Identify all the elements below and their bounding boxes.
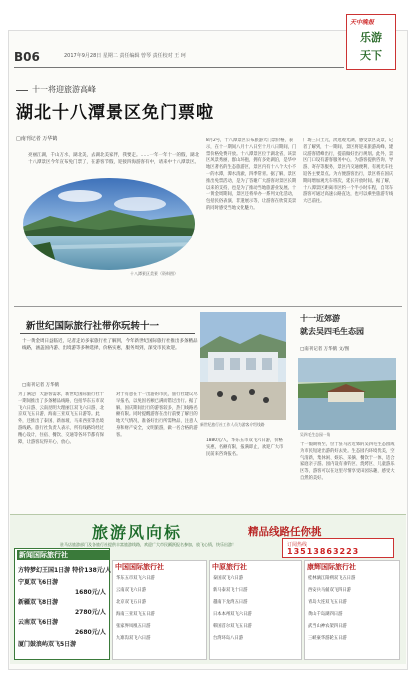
agency-card-title: 康辉国际旅行社: [307, 563, 356, 571]
eco-park-photo: [298, 358, 396, 430]
issue-meta: 2017年9月28日 星期二 责任编辑 曾琴 责任校对 王 珂: [64, 53, 186, 59]
story3-title-line1: 十一近郊游: [300, 314, 340, 323]
eco-park-caption: 吴四毛生态园一角: [300, 432, 331, 437]
story2-rule: [20, 333, 195, 334]
story2-column-a: 为了满足广大游客需求，新世纪国际旅行社十一期间推出了多条精品线路，包括华东五市双飞六日游、云南昆明大理丽江双飞六日游、北京双飞五日游、海南三亚双飞五日游等。此外，还推出了泰国、新加坡、马来西亚等出境游线路。旅行社负责人表示，所有线路均经过精心设计，住宿、餐饮、交通等各环节都有保障，让游客玩得开心、放心。: [18, 392, 104, 445]
section-logo: [346, 14, 396, 70]
route-price: 2780元/人: [75, 609, 106, 616]
route-item: 泰国双飞六日游: [213, 576, 244, 581]
section-name: 乐游: [360, 31, 382, 44]
story2-column-c: 1880元/人，华东五市双飞六日游，价格实惠，名额有限，报满即止，欢迎广大市民前来咨询报名。: [206, 438, 284, 457]
route-price: 2680元/人: [75, 629, 106, 636]
route-item: 北京双飞五日游: [116, 600, 147, 605]
advert-phone-box: [282, 538, 394, 558]
advert-tagline: 驻马店旅游部门及各旅行社提供丰富旅游线路，欢迎广大市民踊跃报名参加，放飞心情，快乐出游！: [60, 542, 236, 547]
route-item: 桂林漓江阳朔双飞五日游: [308, 576, 356, 581]
story2-byline: □南刊记者 万华鹤: [22, 383, 60, 388]
story3-title-line2: 就去吴四毛生态园: [300, 327, 364, 336]
route-item: 台湾环岛八日游: [213, 636, 244, 641]
route-item: 海南三亚双飞五日游: [116, 612, 155, 617]
story3-column: 十一假期将至，位于驻马店近郊的吴四毛生态园成为市民短途出游的好去处。生态园内环境优美，空气清新，集休闲、娱乐、采摘、餐饮于一体，适合家庭亲子游。园内设有垂钓区、烧烤区、儿童游乐区等，游客可以在这里尽情享受田园乐趣，感受大自然的美好。: [300, 442, 395, 481]
header-rule: [14, 67, 344, 68]
agency-card-title: 中国国际旅行社: [115, 563, 164, 571]
route-item: 韩国首尔双飞五日游: [213, 624, 252, 629]
route-item: 西安兵马俑双飞四日游: [308, 588, 351, 593]
subsection-name: 天下: [360, 49, 382, 62]
phone-number: 13513863223: [287, 547, 360, 556]
route-price: 1680元/人: [75, 589, 106, 596]
lake-photo: [20, 176, 198, 276]
agency-card-cits: [112, 560, 207, 660]
route-item: 越南下龙湾五日游: [213, 600, 248, 605]
lead-column-b: 广场三日土元，淡逛观光湖，感受景区美景，记者了解到，十一期间，景区将迎来旅游高峰，建议游客错峰出行，提前做好出行规划。此外，景区门口设有游客服务中心，为游客提供咨询、导游、寄存等服务，景区内交通便利，有观光车往返各主要景点。为方便游客出行，景区将在国庆期间增加观光车班次，延长开放时间。据了解，十八潭景区距离市区约一个半小时车程，自驾车游客可通过高速公路直达，也可以乘坐旅游专线大巴前往。: [303, 138, 394, 205]
lead-byline: □南刊记者 万华鹤: [16, 136, 58, 142]
advert-slogan: 精品线路任你挑: [248, 526, 322, 538]
story2-lead: 十一黄金周日益临近，记者走访多家旅行社了解到，今年新世纪国际旅行社推出多条精品线路，涵盖国内游、出境游等多种选择，价格实惠，服务周到，深受市民欢迎。: [22, 339, 198, 351]
route-item: 宁夏双飞6日游: [18, 579, 59, 586]
story2-title: 新世纪国际旅行社带你玩转十一: [26, 321, 160, 332]
agency-card-title: 新闻国际旅行社: [17, 550, 109, 560]
route-item: 厦门鼓浪屿双飞5日游: [18, 641, 77, 648]
route-item: 日本本州双飞六日游: [213, 612, 252, 617]
page-number: B06: [14, 50, 40, 64]
route-item: 方特梦幻王国1日游 特价138元/人: [18, 567, 111, 574]
lead-column-a: 8月2号，十八潭景区公布旅游大门票价格，表示，在十一期间八月十八日至十月八日期间，门票价格免费开放。十八潭景区位于湖北省，该景区风景秀丽，群山环抱，拥有多处湖泊，是华中地区著名的生态旅游区，景区内有十八个大小不一的水潭，潭水清澈，四季常青。据了解，景区推出免票活动，是为了答谢广大游客对景区长期以来的支持，也是为了推动当地旅游业发展。十一黄金周期间，景区还将举办一系列文化活动，包括民俗表演、非遗展示等，让游客在欣赏美景的同时感受当地文化魅力。: [206, 138, 297, 211]
kicker-rule: [16, 90, 28, 91]
lead-kicker: 十一将迎旅游高峰: [32, 85, 96, 94]
advert-title: 旅游风向标: [92, 523, 183, 542]
section-divider: [14, 306, 402, 307]
agency-card-zhongyuan: [209, 560, 302, 660]
story2-column-b: 对于有意在十一出游的市民，旅行社建议尽早报名，以免因名额已满而错过出行。据了解，国庆期间出行的游客较多，热门线路名额有限。同时提醒游客在出行前要了解目的地天气情况，准备好出行所需物品，注意人身和财产安全，文明旅游，做一名合格的游客。: [116, 392, 198, 438]
lead-lede: 亮丽江湖，千山万水，湖北美，去湖北美家伴，我要走。……一年一年十一的假，湖北十八潭景区今年宣布免门票了，在游客节假，迎接四海游客有中，请来中十八潭景区。: [28, 153, 199, 165]
route-item: 新马泰双飞十日游: [213, 588, 248, 593]
route-item: 九寨沟双飞六日游: [116, 636, 151, 641]
route-item: 张家界凤凰五日游: [116, 624, 151, 629]
route-item: 三峡豪华游轮五日游: [308, 636, 347, 641]
route-item: 武当山神农架四日游: [308, 624, 347, 629]
route-item: 华东五市双飞六日游: [116, 576, 155, 581]
agency-card-kanghui: [304, 560, 400, 660]
lead-headline: 湖北十八潭景区免门票啦: [16, 103, 214, 123]
route-item: 新疆双飞8日游: [18, 599, 59, 606]
route-item: 云南双飞6日游: [18, 619, 59, 626]
brand-name: 天中晚报: [350, 19, 375, 26]
agency-card-xinwen: [14, 548, 110, 660]
travel-agency-caption: 新世纪旅行社工作人员为游客介绍线路: [200, 422, 265, 427]
route-item: 青岛大连双飞五日游: [308, 600, 347, 605]
agency-card-title: 中原旅行社: [212, 563, 247, 571]
route-item: 云南双飞六日游: [116, 588, 147, 593]
lake-photo-caption: 十八潭景区美景（资料图）: [130, 271, 178, 276]
phone-label: 订阅热线: [287, 542, 308, 548]
travel-agency-photo: [200, 312, 286, 420]
story3-byline: □南刊记者 万华鹤 文/图: [300, 347, 350, 352]
route-item: 黄山千岛湖四日游: [308, 612, 343, 617]
